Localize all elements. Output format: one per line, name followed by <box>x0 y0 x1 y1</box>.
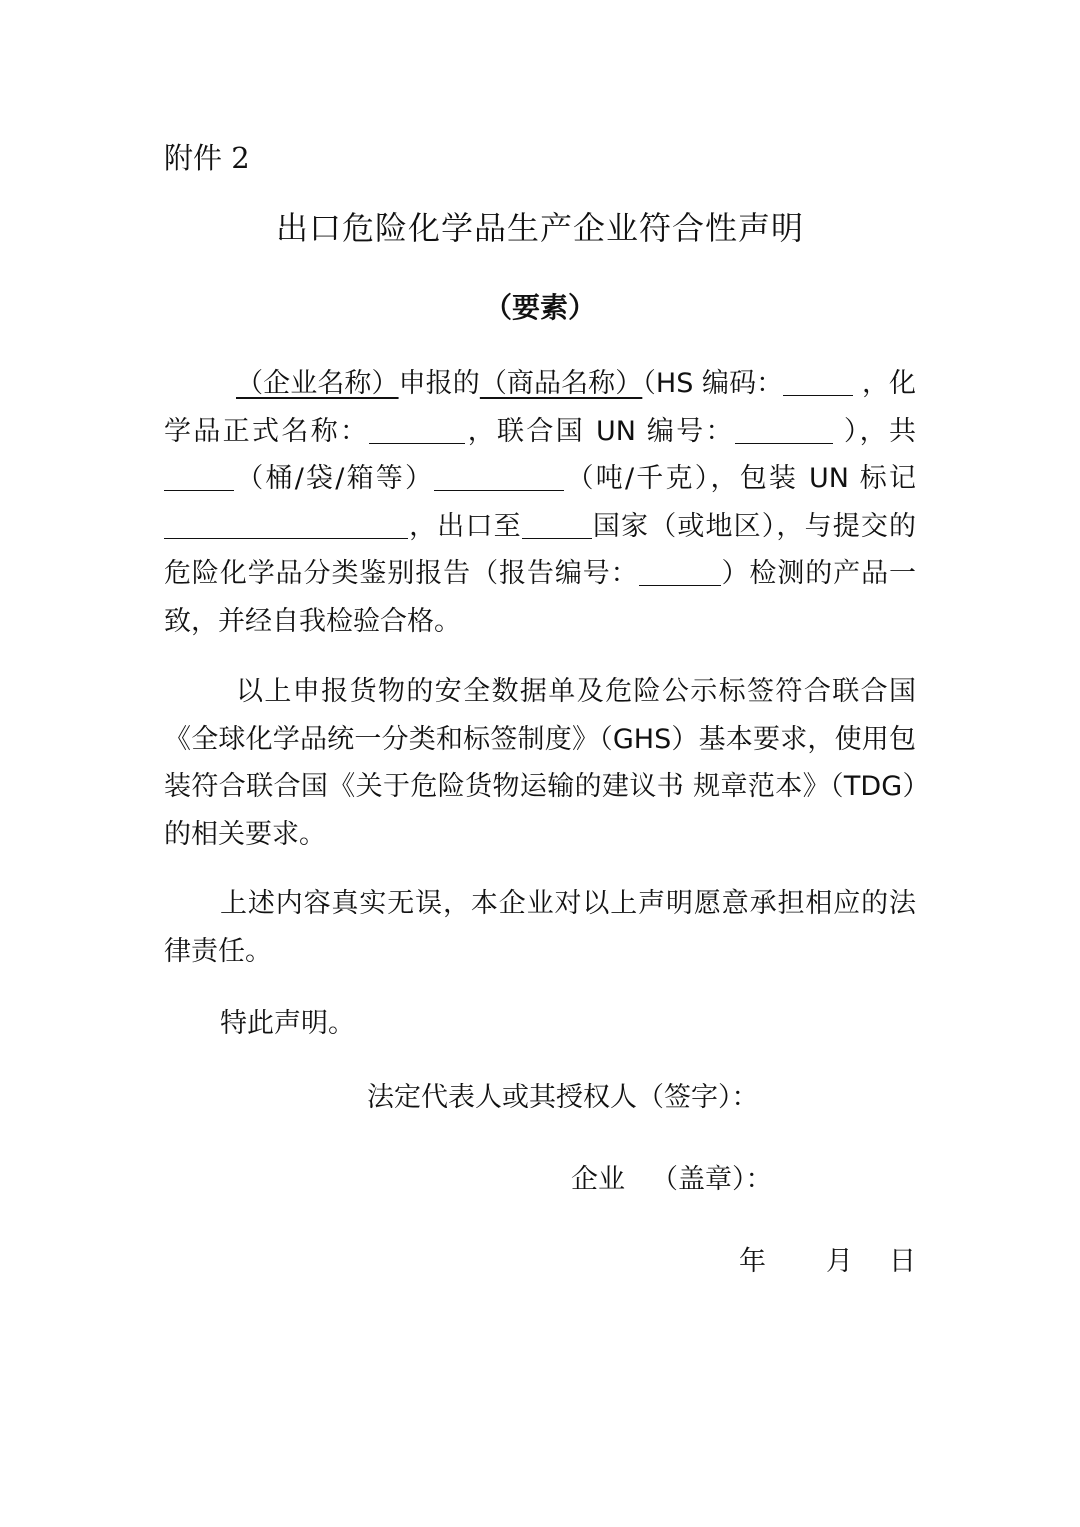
month-label: 月 <box>826 1246 853 1277</box>
package-count-blank <box>164 460 234 491</box>
report-number-blank <box>639 555 721 586</box>
un-mark-blank <box>164 508 408 539</box>
enterprise-name-field: （企业名称） <box>236 368 399 399</box>
text-segment: ）， <box>843 415 889 447</box>
seal-label: （盖章）： <box>651 1164 773 1195</box>
text-segment: ，出口至 <box>408 510 522 542</box>
text-segment: （HS 编码： <box>642 368 784 399</box>
text-segment: 申报的 <box>398 368 480 399</box>
product-name-field: （商品名称） <box>479 368 643 399</box>
weight-blank <box>434 460 564 491</box>
compliance-paragraph: 以上申报货物的安全数据单及危险公示标签符合联合国《全球化学品统一分类和标签制度》（GHS）基本要求，使用包装符合联合国《关于危险货物运输的建议书 规章范本》（TDG）的相关要求。 <box>164 676 916 850</box>
text-segment: ）检测的产品一致，并经自我检验合格。 <box>164 558 917 637</box>
chemical-name-blank <box>369 413 465 444</box>
text-segment: ，联合国 UN 编号： <box>465 415 735 447</box>
declaration-paragraph <box>164 360 916 645</box>
representative-signature-line: 法定代表人或其授权人（签字）： <box>367 1082 759 1113</box>
attachment-label: 附件 2 <box>164 141 250 175</box>
text-segment: ， <box>861 368 890 399</box>
text-segment: 共 <box>889 415 916 447</box>
hs-code-blank <box>783 365 853 396</box>
enterprise-label: 企业 <box>571 1164 625 1195</box>
enterprise-seal-line <box>571 1160 773 1200</box>
text-segment: （吨/千克），包装 UN 标记 <box>564 463 916 494</box>
text-segment: 国家（或地区），与提交的危险化学品分类鉴别报告（报告编号： <box>164 510 917 589</box>
document-subtitle: （要素） <box>483 291 596 324</box>
destination-blank <box>522 508 592 539</box>
un-number-blank <box>735 413 833 444</box>
document-title: 出口危险化学品生产企业符合性声明 <box>275 209 804 247</box>
date-line <box>739 1242 916 1282</box>
text-segment: 化学品正式名称： <box>164 368 917 447</box>
declaration-closing: 特此声明。 <box>220 1008 355 1039</box>
text-segment: （桶/袋/箱等） <box>234 463 435 494</box>
responsibility-paragraph: 上述内容真实无误，本企业对以上声明愿意承担相应的法律责任。 <box>164 888 916 967</box>
year-label: 年 <box>739 1246 766 1277</box>
day-label: 日 <box>889 1246 916 1277</box>
